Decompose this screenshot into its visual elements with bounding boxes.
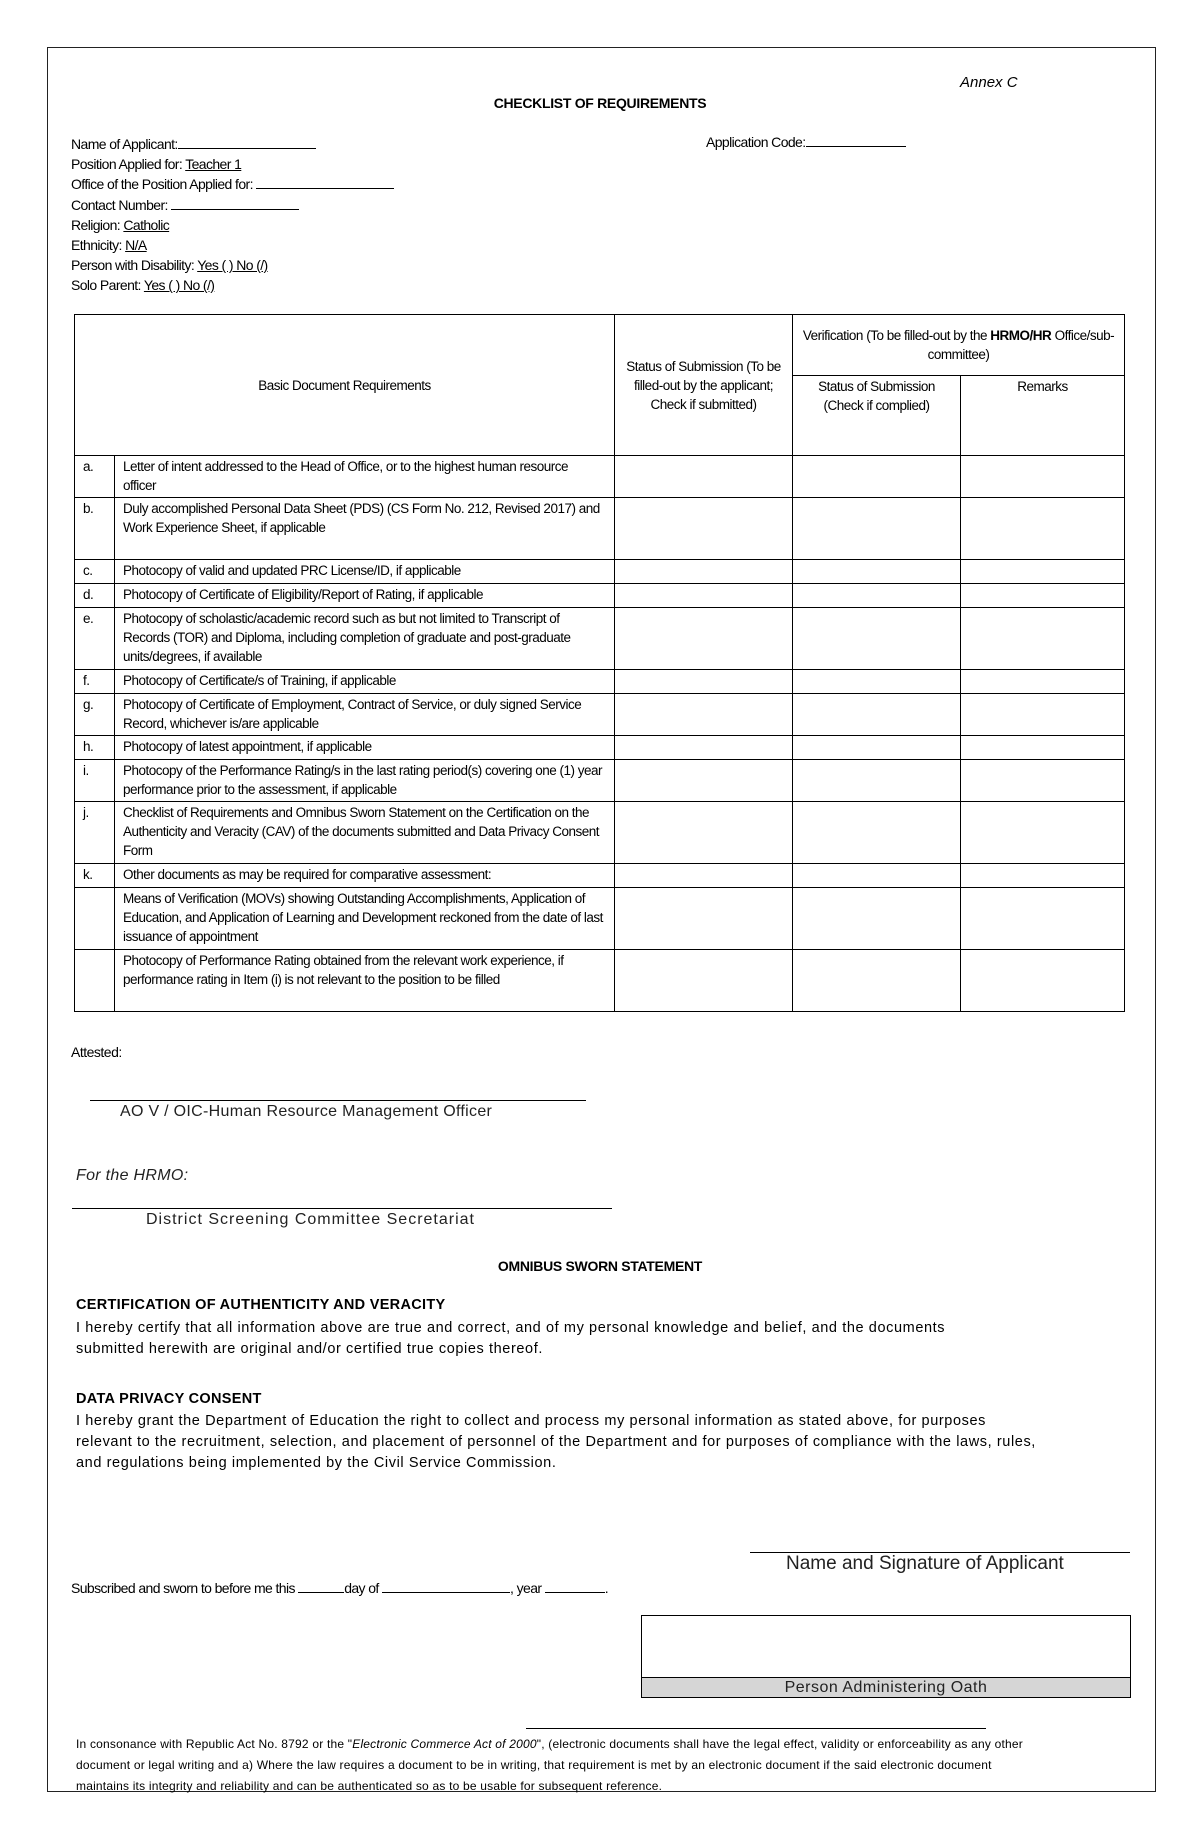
header-verification-suffix: Office/sub-committee) [927,328,1115,362]
verify-status-cell[interactable] [793,608,961,670]
ethnicity-row [71,235,394,255]
header-verification-prefix: Verification (To be filled-out by the [802,328,988,343]
status-cell[interactable] [615,456,793,498]
remarks-cell[interactable] [961,802,1125,864]
sworn-day-field[interactable] [298,1580,344,1593]
sworn-part3: , year [510,1580,542,1596]
office-row [71,174,394,194]
remarks-cell[interactable] [961,736,1125,760]
application-code-row [706,134,906,150]
religion-value: Catholic [123,216,170,233]
row-requirement-text: Photocopy of valid and updated PRC License/ID, if applicable [115,560,615,584]
row-letter: i. [75,760,115,802]
sworn-year-field[interactable] [545,1580,605,1593]
remarks-cell[interactable] [961,950,1125,1012]
footnote-post: ", (electronic documents shall have the legal effect, validity or enforceability as any other document or legal writing and a) Where the law requires a document to be in writing, that requirement is met by an electronic document if the said electronic document maintains its integrity and reliability and can be authenticated so as to be usable for subsequent reference. [76,1737,1023,1793]
row-letter: j. [75,802,115,864]
verify-status-cell[interactable] [793,584,961,608]
oath-label: Person Administering Oath [642,1677,1130,1697]
remarks-cell[interactable] [961,498,1125,560]
table-row [75,736,1125,760]
applicant-info [71,134,394,296]
table-row [75,608,1125,670]
contact-row [71,195,394,215]
row-letter [75,950,115,1012]
row-letter: d. [75,584,115,608]
solo-parent-row [71,275,394,295]
row-letter: k. [75,864,115,888]
sworn-part2: day of [344,1580,379,1596]
row-letter [75,888,115,950]
remarks-cell[interactable] [961,888,1125,950]
remarks-cell[interactable] [961,608,1125,670]
row-requirement-text: Photocopy of Certificate/s of Training, if applicable [115,670,615,694]
office-field[interactable] [256,176,394,189]
row-letter: a. [75,456,115,498]
religion-row [71,215,394,235]
verify-status-cell[interactable] [793,950,961,1012]
status-cell[interactable] [615,670,793,694]
row-letter: h. [75,736,115,760]
row-requirement-text: Means of Verification (MOVs) showing Outstanding Accomplishments, Application of Education, and Application of Learning and Development reckoned from the date of last issuance of appointment [115,888,615,950]
religion-label: Religion: [71,216,121,233]
requirements-body [75,456,1125,1012]
attested-label: Attested: [71,1044,122,1060]
row-requirement-text: Photocopy of Certificate of Employment, Contract of Service, or duly signed Service Record, whichever is/are applicable [115,694,615,736]
remarks-cell[interactable] [961,584,1125,608]
row-letter: g. [75,694,115,736]
row-letter: e. [75,608,115,670]
data-privacy-body: I hereby grant the Department of Education the right to collect and process my personal information as stated above, for purposes relevant to the recruitment, selection, and placement of personnel of the Department and for purposes of compliance with the laws, rules, and regulations being implemented by the Civil Service Commission. [76,1413,1036,1471]
row-requirement-text: Photocopy of Performance Rating obtained from the relevant work experience, if performance rating in Item (i) is not relevant to the position to be filled [115,950,615,1012]
position-label: Position Applied for: [71,156,183,173]
verify-status-cell[interactable] [793,888,961,950]
row-requirement-text: Other documents as may be required for comparative assessment: [115,864,615,888]
verify-status-cell[interactable] [793,864,961,888]
contact-field[interactable] [171,197,299,210]
for-hrmo-label: For the HRMO: [76,1167,189,1184]
sworn-part1: Subscribed and sworn to before me this [71,1580,295,1596]
sworn-part4: . [604,1580,609,1596]
verify-status-cell[interactable] [793,498,961,560]
footnote-italic: Electronic Commerce Act of 2000 [352,1737,537,1751]
status-cell[interactable] [615,498,793,560]
applicant-name-field[interactable] [178,136,316,149]
requirements-table [74,314,1125,1012]
position-row [71,154,394,174]
application-code-label: Application Code: [706,134,806,150]
pwd-label: Person with Disability: [71,257,195,274]
table-row [75,498,1125,560]
attested-signature-line [90,1100,586,1101]
table-row [75,694,1125,736]
status-cell[interactable] [615,950,793,1012]
row-requirement-text: Duly accomplished Personal Data Sheet (PDS) (CS Form No. 212, Revised 2017) and Work Experience Sheet, if applicable [115,498,615,560]
cert-heading: CERTIFICATION OF AUTHENTICITY AND VERACITY [76,1297,446,1313]
aov-title: AO V / OIC-Human Resource Management Officer [120,1103,493,1120]
header-verification [793,315,1125,376]
status-cell[interactable] [615,864,793,888]
table-row [75,950,1125,1012]
status-cell[interactable] [615,888,793,950]
header-status: Status of Submission (To be filled-out by the applicant; Check if submitted) [615,315,793,456]
header-requirements: Basic Document Requirements [75,315,615,456]
application-code-field[interactable] [806,134,906,147]
header-remarks: Remarks [961,376,1125,456]
hrmo-signature-line [72,1208,612,1209]
remarks-cell[interactable] [961,864,1125,888]
row-requirement-text: Photocopy of Certificate of Eligibility/Report of Rating, if applicable [115,584,615,608]
applicant-name-label: Name of Applicant: [71,136,178,152]
solo-parent-label: Solo Parent: [71,277,141,294]
table-row [75,584,1125,608]
row-requirement-text: Photocopy of latest appointment, if applicable [115,736,615,760]
cert-body: I hereby certify that all information above are true and correct, and of my personal knowledge and belief, and the documents submitted herewith are original and/or certified true copies thereof. [76,1320,946,1357]
remarks-cell[interactable] [961,670,1125,694]
remarks-cell[interactable] [961,560,1125,584]
table-row [75,888,1125,950]
table-row [75,670,1125,694]
verify-status-cell[interactable] [793,802,961,864]
status-cell[interactable] [615,560,793,584]
annex-label: Annex C [960,74,1018,91]
table-row [75,864,1125,888]
status-cell[interactable] [615,736,793,760]
row-letter: c. [75,560,115,584]
sworn-statement [71,1580,608,1596]
verify-status-cell[interactable] [793,670,961,694]
header-verify-status: Status of Submission (Check if complied) [793,376,961,456]
remarks-cell[interactable] [961,760,1125,802]
row-requirement-text: Checklist of Requirements and Omnibus Sworn Statement on the Certification on the Authenticity and Veracity (CAV) of the documents submitted and Data Privacy Consent Form [115,802,615,864]
verify-status-cell[interactable] [793,694,961,736]
footnote [76,1734,1036,1797]
table-header-row [75,315,1125,376]
row-letter: b. [75,498,115,560]
table-row [75,560,1125,584]
verify-status-cell[interactable] [793,456,961,498]
status-cell[interactable] [615,584,793,608]
district-secretariat: District Screening Committee Secretariat [146,1211,475,1228]
status-cell[interactable] [615,760,793,802]
page-title: CHECKLIST OF REQUIREMENTS [493,95,707,111]
verify-status-cell[interactable] [793,736,961,760]
row-requirement-text: Photocopy of the Performance Rating/s in the last rating period(s) covering one (1) year performance prior to the assessment, if applicable [115,760,615,802]
applicant-signature-label: Name and Signature of Applicant [786,1553,1064,1574]
solo-parent-value: Yes ( ) No (/) [143,277,215,294]
oath-box[interactable] [641,1615,1131,1698]
applicant-name-row [71,134,394,154]
position-value: Teacher 1 [185,156,242,173]
ethnicity-label: Ethnicity: [71,237,122,254]
remarks-cell[interactable] [961,456,1125,498]
verify-status-cell[interactable] [793,760,961,802]
data-privacy-heading: DATA PRIVACY CONSENT [76,1391,262,1407]
row-requirement-text: Photocopy of scholastic/academic record such as but not limited to Transcript of Records (TOR) and Diploma, including completion of graduate and post-graduate units/degrees, if available [115,608,615,670]
office-label: Office of the Position Applied for: [71,176,253,193]
ethnicity-value: N/A [125,237,147,254]
omnibus-title: OMNIBUS SWORN STATEMENT [497,1258,703,1274]
contact-label: Contact Number: [71,196,168,213]
header-verification-bold: HRMO/HR [990,328,1052,343]
status-cell[interactable] [615,802,793,864]
row-letter: f. [75,670,115,694]
remarks-cell[interactable] [961,694,1125,736]
row-requirement-text: Letter of intent addressed to the Head of Office, or to the highest human resource officer [115,456,615,498]
status-cell[interactable] [615,608,793,670]
pwd-row [71,255,394,275]
footnote-pre: In consonance with Republic Act No. 8792 or the " [76,1737,353,1751]
status-cell[interactable] [615,694,793,736]
footnote-line [526,1728,986,1729]
table-row [75,456,1125,498]
verify-status-cell[interactable] [793,560,961,584]
pwd-value: Yes ( ) No (/) [197,257,268,274]
table-row [75,802,1125,864]
table-row [75,760,1125,802]
sworn-month-field[interactable] [382,1580,510,1593]
